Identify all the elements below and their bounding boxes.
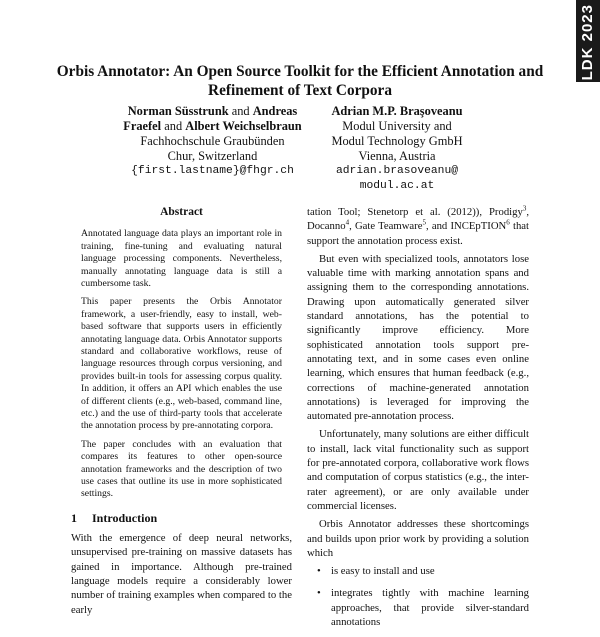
abstract-heading: Abstract [160,206,203,218]
author-email: modul.ac.at [359,180,435,192]
right-column [307,205,529,637]
author-location: Chur, Switzerland [167,149,258,163]
bullet-list [307,564,529,629]
author-name: Norman Süsstrunk [127,104,229,118]
abstract-paragraph: This paper presents the Orbis Annotator framework, a user-friendly, easy to install, web-based software that supports users in efficiently annotating language data. Orbis Annotator supports standard and collaborative workflows, reuse of language resources through corpus versioning, and provides built-in tools for assessing corpus quality. In addition, it offers an API which enables the use of different clients (e.g., web-based, command line, etc.) and the use of third-party tools that accelerate the annotation process by pre-annotating corpora. [81,296,282,432]
author-conjunction: and [164,119,183,133]
author-block-left [110,104,315,179]
body-paragraph: tation Tool; Stenetorp et al. (2012)), Prodigy$^3$, Docanno$^4$, Gate Teamware$^5$, and INCEpTION$^6$ that support the annotation process exist. [307,204,530,247]
body-paragraph: Unfortunately, many solutions are either difficult to install, lack vital functionality such as support for pre-annotated corpora, collaborative work flows and computation of corpus statistics (e.g., the inter-rater agreement), or are only available under commercial licenses. [307,428,529,512]
author-email: {first.lastname}@fhgr.ch [131,165,294,177]
author-institution: Fachhochschule Graubünden [140,134,285,148]
author-name: Andreas [252,104,298,118]
body-paragraph: But even with specialized tools, annotators lose valuable time with marking annotation spans and assigning them to the corresponding annotations. Drawing upon automatically generated silver standard annotations, has the potential to significantly improve efficiency. More sophisticated annotation tools support pre-annotating text, and in some cases even online learning, which ensures that human feedback (e.g., corrections of machine-generated annotation annotations) is leveraged for improving the automated pre-annotation process. [307,252,529,423]
author-conjunction: and [231,104,250,118]
abstract-paragraph: The paper concludes with an evaluation that compares its features to other open-source annotation frameworks and the description of two use cases that outline its use in more sophisticated settings. [81,438,282,500]
author-location: Vienna, Austria [358,149,436,163]
footnote-marker: 4 [345,218,350,227]
bullet-item: • integrates tightly with machine learning approaches, that provide silver-standard annotations [307,586,529,629]
left-column [71,205,292,621]
author-name: Adrian M.P. Braşoveanu [331,104,463,118]
author-institution: Modul Technology GmbH [331,134,463,148]
footnote-marker: 5 [422,218,426,227]
body-paragraph: Orbis Annotator addresses these shortcomings and builds upon prior work by providing a solution which [307,518,529,559]
venue-side-tab [576,0,600,82]
bullet-item: • is easy to install and use [307,564,529,578]
abstract-paragraph: Annotated language data plays an important role in training, fine-tuning and evaluating natural language processing components. Nevertheless, manually annotating language data is still a cumbersome task. [81,228,282,289]
author-institution: Modul University and [342,119,452,133]
section-title: Introduction [92,510,158,525]
author-name: Albert Weichselbraun [185,119,302,133]
footnote-marker: 6 [506,218,510,227]
section-number: 1 [71,510,77,525]
venue-label: LDK 2023 [579,4,596,81]
body-paragraph: With the emergence of deep neural networks, unsupervised pre-training on massive datasets has gained in importance. Although pre-trained language models require a considerably lower number of training examples when compared to the early [71,532,292,616]
footnote-marker: 3 [522,204,527,213]
section-heading [71,511,292,525]
paper-title: Orbis Annotator: An Open Source Toolkit for the Efficient Annotation and Refinement of Text Corpora [56,63,544,99]
author-block-right [318,104,476,194]
author-name: Fraefel [123,119,162,133]
author-email: adrian.brasoveanu@ [335,165,459,177]
